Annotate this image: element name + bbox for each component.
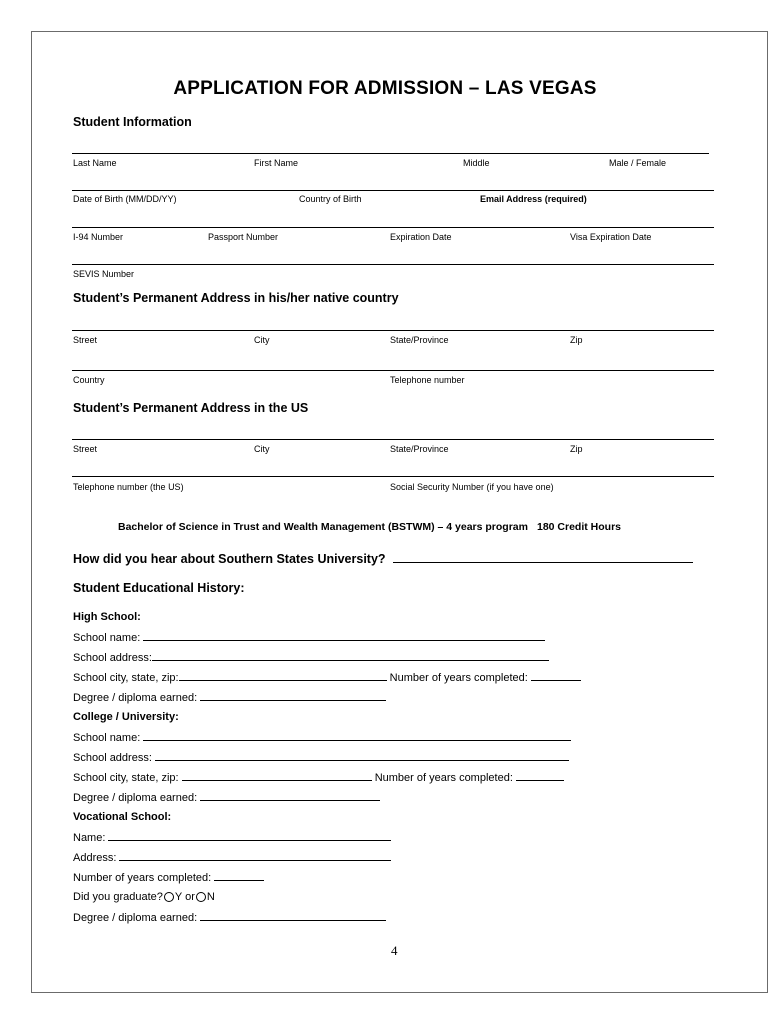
birth-email-line[interactable]	[72, 190, 714, 191]
hs-name-label: School name:	[73, 632, 141, 644]
visa-expiration-label: Visa Expiration Date	[570, 232, 652, 242]
native-country-line[interactable]	[72, 370, 714, 371]
student-info-heading: Student Information	[73, 115, 192, 129]
voc-degree-label: Degree / diploma earned:	[73, 912, 198, 924]
hear-about-row	[73, 552, 693, 566]
name-line[interactable]	[72, 153, 709, 154]
voc-address-label: Address:	[73, 852, 117, 864]
hs-city-label: School city, state, zip:	[73, 672, 179, 684]
hs-degree-row	[73, 691, 386, 704]
native-city-label: City	[254, 335, 270, 345]
voc-address-row	[73, 851, 391, 864]
col-name-row	[73, 731, 571, 744]
us-street-line[interactable]	[72, 439, 714, 440]
voc-degree-row	[73, 911, 386, 924]
no-radio[interactable]	[196, 892, 206, 902]
us-address-heading: Student’s Permanent Address in the US	[73, 401, 309, 415]
col-degree-row	[73, 791, 380, 804]
col-degree-label: Degree / diploma earned:	[73, 792, 198, 804]
high-school-heading: High School:	[73, 611, 141, 623]
dob-label: Date of Birth (MM/DD/YY)	[73, 194, 177, 204]
native-street-label: Street	[73, 335, 98, 345]
gender-label: Male / Female	[609, 158, 667, 168]
col-years-label: Number of years completed:	[374, 772, 513, 784]
middle-label: Middle	[463, 158, 490, 168]
hs-degree-field[interactable]	[200, 691, 386, 701]
native-telephone-label: Telephone number	[390, 375, 465, 385]
hs-address-field[interactable]	[152, 651, 549, 661]
vocational-heading: Vocational School:	[73, 811, 172, 823]
native-address-heading: Student’s Permanent Address in his/her native country	[73, 291, 399, 305]
program-line	[118, 521, 621, 533]
country-of-birth-label: Country of Birth	[299, 194, 362, 204]
program-name: Bachelor of Science in Trust and Wealth Management (BSTWM) – 4 years program	[118, 521, 528, 533]
us-city-label: City	[254, 444, 270, 454]
expiration-label: Expiration Date	[390, 232, 452, 242]
voc-name-field[interactable]	[108, 831, 391, 841]
no-label: N	[206, 891, 215, 903]
hs-degree-label: Degree / diploma earned:	[73, 692, 198, 704]
hs-address-row	[73, 651, 549, 664]
col-city-row	[73, 771, 564, 784]
hs-name-field[interactable]	[143, 631, 545, 641]
college-heading: College / University:	[73, 711, 179, 723]
form-title: APPLICATION FOR ADMISSION – LAS VEGAS	[173, 78, 597, 99]
voc-years-label: Number of years completed:	[73, 872, 212, 884]
hs-city-row	[73, 671, 581, 684]
col-address-label: School address:	[73, 752, 152, 764]
native-country-label: Country	[73, 375, 105, 385]
voc-graduate-label: Did you graduate?	[73, 891, 163, 903]
first-name-label: First Name	[254, 158, 299, 168]
email-label: Email Address (required)	[480, 194, 587, 204]
documents-line[interactable]	[72, 227, 714, 228]
col-name-label: School name:	[73, 732, 141, 744]
voc-degree-field[interactable]	[200, 911, 386, 921]
last-name-label: Last Name	[73, 158, 117, 168]
col-years-field[interactable]	[516, 771, 564, 781]
hs-years-field[interactable]	[531, 671, 581, 681]
col-city-label: School city, state, zip:	[73, 772, 179, 784]
hs-city-field[interactable]	[179, 671, 387, 681]
yes-radio[interactable]	[164, 892, 174, 902]
hs-address-label: School address:	[73, 652, 152, 664]
voc-name-label: Name:	[73, 832, 106, 844]
native-zip-label: Zip	[570, 335, 583, 345]
voc-address-field[interactable]	[119, 851, 391, 861]
col-address-field[interactable]	[155, 751, 569, 761]
i94-label: I-94 Number	[73, 232, 124, 242]
native-state-label: State/Province	[390, 335, 449, 345]
us-telephone-label: Telephone number (the US)	[73, 482, 184, 492]
native-street-line[interactable]	[72, 330, 714, 331]
passport-label: Passport Number	[208, 232, 279, 242]
sevis-line[interactable]	[72, 264, 714, 265]
hs-name-row	[73, 631, 545, 644]
sevis-label: SEVIS Number	[73, 269, 135, 279]
hear-about-field[interactable]	[393, 553, 693, 563]
us-telephone-line[interactable]	[72, 476, 714, 477]
page-border	[31, 31, 768, 993]
voc-name-row	[73, 831, 391, 844]
voc-years-row	[73, 871, 264, 884]
us-street-label: Street	[73, 444, 98, 454]
page-number: 4	[391, 943, 398, 958]
us-zip-label: Zip	[570, 444, 583, 454]
us-state-label: State/Province	[390, 444, 449, 454]
ssn-label: Social Security Number (if you have one)	[390, 482, 554, 492]
col-degree-field[interactable]	[200, 791, 380, 801]
hear-about-question: How did you hear about Southern States University?	[73, 552, 386, 566]
voc-years-field[interactable]	[214, 871, 264, 881]
program-hours: 180 Credit Hours	[536, 521, 622, 533]
voc-graduate-row	[73, 891, 215, 903]
col-name-field[interactable]	[143, 731, 571, 741]
col-address-row	[73, 751, 569, 764]
yes-label: Y or	[174, 891, 195, 903]
col-city-field[interactable]	[182, 771, 372, 781]
education-heading: Student Educational History:	[73, 581, 245, 595]
hs-years-label: Number of years completed:	[389, 672, 528, 684]
